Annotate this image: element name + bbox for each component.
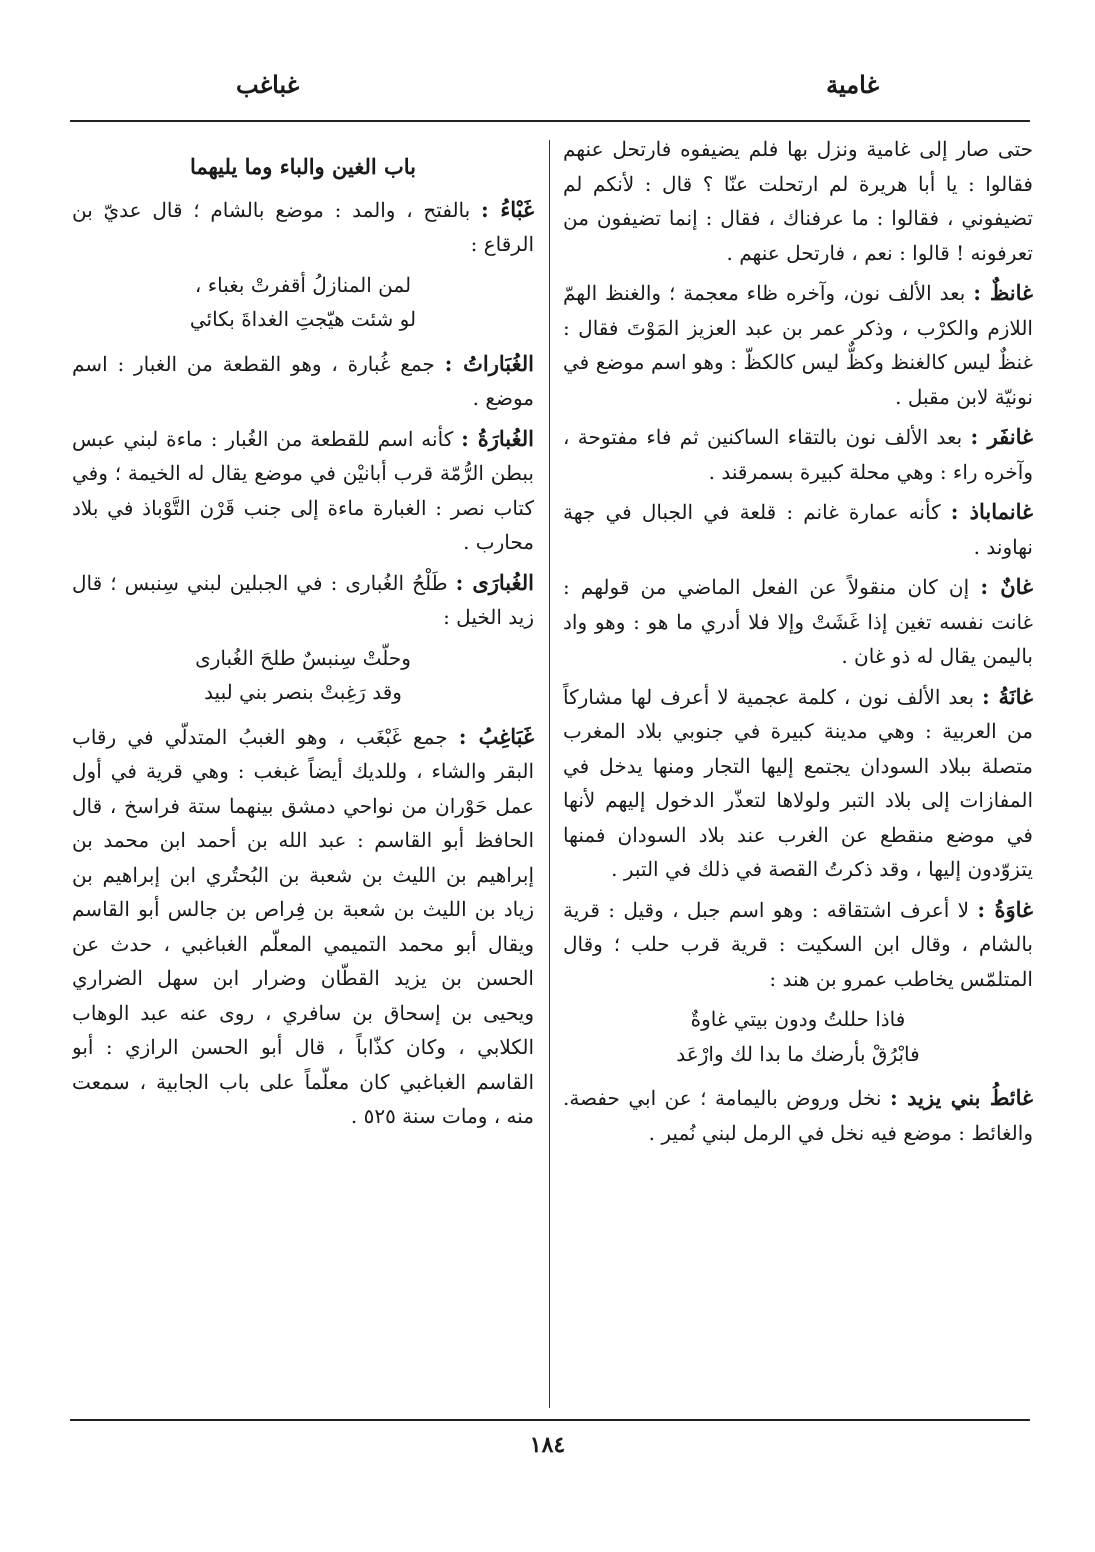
dictionary-entry xyxy=(563,893,1033,997)
entry-text: لا أعرف اشتقاقه : وهو اسم جبل ، وقيل : قرية بالشام ، وقال ابن السكيت : قرية قرب حلب ؛ وقال المتلمّس يخاطب عمرو بن هند : xyxy=(563,897,1033,991)
entry-headword: غائطُ بني يزيد : xyxy=(889,1085,1033,1110)
entry-headword: غانَةُ : xyxy=(981,683,1033,709)
poetry-verse xyxy=(72,641,534,710)
entry-text: إن كان منقولاً عن الفعل الماضي من قولهم : غانت نفسه تغين إذا غَشَتْ وإلا فلا أدري ما هو : وهو واد باليمن يقال له ذو غان . xyxy=(563,575,1033,668)
entry-headword: غانظٌ : xyxy=(973,280,1033,305)
entry-headword: غَبْاءُ : xyxy=(480,196,534,222)
entry-headword: الغُبارَى : xyxy=(455,569,534,595)
bottom-rule xyxy=(70,1419,1030,1421)
poetry-verse xyxy=(72,268,534,337)
dictionary-entry xyxy=(72,720,534,1134)
entry-headword: الغُبَاراتُ : xyxy=(444,350,534,376)
dictionary-entry xyxy=(72,193,534,262)
dictionary-entry xyxy=(563,495,1033,564)
entry-text: نخل وروض باليمامة ؛ عن ابي حفصة. والغائط : موضع فيه نخل في الرمل لبني نُمير . xyxy=(563,1086,1033,1145)
entry-text: بعد الألف نون، وآخره ظاء معجمة ؛ والغنظ الهمّ اللازم والكرْب ، وذكر عمر بن عبد العزيز المَوْتَ فقال : غنظٌ ليس كالغنظ وكظٌّ ليس كالكظّ : وهو اسم موضع في نونيّة لابن مقبل . xyxy=(563,281,1033,409)
running-head-left: غباغب xyxy=(236,70,300,99)
entry-text: بالفتح ، والمد : موضع بالشام ؛ قال عديّ بن الرقاع : xyxy=(72,197,534,256)
entry-text: بعد الألف نون بالتقاء الساكنين ثم فاء مفتوحة ، وآخره راء : وهي محلة كبيرة بسمرقند . xyxy=(563,425,1033,484)
dictionary-entry xyxy=(72,566,534,635)
right-column xyxy=(563,132,1033,1412)
dictionary-entry xyxy=(563,276,1033,414)
verse-line: وحلّتْ سِنبسٌ طلحَ الغُبارى xyxy=(195,645,411,670)
dictionary-entry xyxy=(563,570,1033,674)
entry-text: جمع غُبارة ، وهو القطعة من الغبار : اسم موضع . xyxy=(72,351,534,410)
entry-headword: غاوَةُ : xyxy=(977,896,1033,922)
entry-headword: غانٌ : xyxy=(980,574,1033,599)
entry-text: طَلْحُ الغُبارى : في الجبلين لبني سِنبس ؛ قال زيد الخيل : xyxy=(72,570,534,629)
dictionary-entry xyxy=(72,422,534,560)
entry-text: كأنه عمارة غانم : قلعة في الجبال في جهة نهاوند . xyxy=(563,500,1033,559)
dictionary-entry xyxy=(563,680,1033,887)
entry-text: بعد الألف نون ، كلمة عجمية لا أعرف لها مشاركاً من العربية : وهي مدينة كبيرة في جنوبي بلاد المغرب متصلة ببلاد السودان يجتمع إليها التجار ومنها يدخل في المفازات إلى بلاد التبر ولولاها لتعذّر الدخول إليهم لأنها في موضع منقطع عن الغرب عند بلاد السودان فمنها يتزوّدون إليها ، وقد ذكرتُ القصة في ذلك في التبر . xyxy=(563,684,1033,881)
verse-line: لمن المنازلُ أقفرتْ بغباء ، xyxy=(194,272,412,297)
entry-text: كأنه اسم للقطعة من الغُبار : ماءة لبني عبس ببطن الرُّمّة قرب أبانيْن في موضع يقال له الخيمة ؛ وفي كتاب نصر : الغبارة ماءة إلى جنب قَرْن التَّوْباذ في بلاد محارب . xyxy=(72,426,534,554)
entry-headword: الغُبارَةُ : xyxy=(461,425,534,451)
dictionary-entry xyxy=(563,1081,1033,1150)
column-divider xyxy=(549,140,550,1408)
dictionary-entry xyxy=(563,420,1033,489)
left-column xyxy=(72,132,534,1412)
page-number: ١٨٤ xyxy=(529,1432,566,1458)
dictionary-entry xyxy=(72,347,534,416)
entry-headword: غانماباذ : xyxy=(950,499,1033,524)
running-head-right: غامية xyxy=(826,70,879,99)
entry-text: جمع غَبْغَب ، وهو الغببُ المتدلّي في رقاب البقر والشاء ، وللديك أيضاً غبغب : وهي قرية في أول عمل حَوْران من نواحي دمشق بينهما ستة فراسخ ، قال الحافظ أبو القاسم : عبد الله بن أحمد ابن محمد بن إبراهيم بن الليث بن شعبة بن البُحتُري ابن إبراهيم بن زياد بن الليث بن شعبة بن فِراص بن جالس أبو القاسم ويقال أبو محمد التميمي المعلّم الغباغبي ، حدث عن الحسن بن يزيد القطّان وضرار ابن سهل الضراري ويحيى بن إسحاق بن سافري ، روى عنه عبد الوهاب الكلابي ، وكان كذّاباً ، قال أبو الحسن الرازي : أبو القاسم الغباغبي كان معلّماً على باب الجابية ، سمعت منه ، ومات سنة ٥٢٥ . xyxy=(72,724,534,1128)
poetry-verse xyxy=(563,1002,1033,1071)
verse-line: فابْرُقْ بأرضك ما بدا لك وارْعَد xyxy=(676,1041,920,1066)
top-rule xyxy=(70,120,1030,122)
entry-headword: غَبَاغِبُ : xyxy=(458,723,534,749)
verse-line: وقد رَغِبتْ بنصر بني لبيد xyxy=(204,680,402,704)
verse-line: فاذا حللتُ ودون بيتي غاوةٌ xyxy=(690,1007,906,1031)
entry-headword: غانفَر : xyxy=(970,424,1033,449)
verse-line: لو شئت هيّجتِ الغداةَ بكائي xyxy=(189,307,417,331)
section-title: باب الغين والباء وما يليهما xyxy=(189,154,417,179)
continued-paragraph: حتى صار إلى غامية ونزل بها فلم يضيفوه فارتحل عنهم فقالوا : يا أبا هريرة لم ارتحلت عنّا ؟ قال : لأنكم لم تضيفوني ، فقالوا : ما عرفناك ، فقال : إنما تضيفون من تعرفونه ! قالوا : نعم ، فارتحل عنهم . xyxy=(563,137,1033,265)
